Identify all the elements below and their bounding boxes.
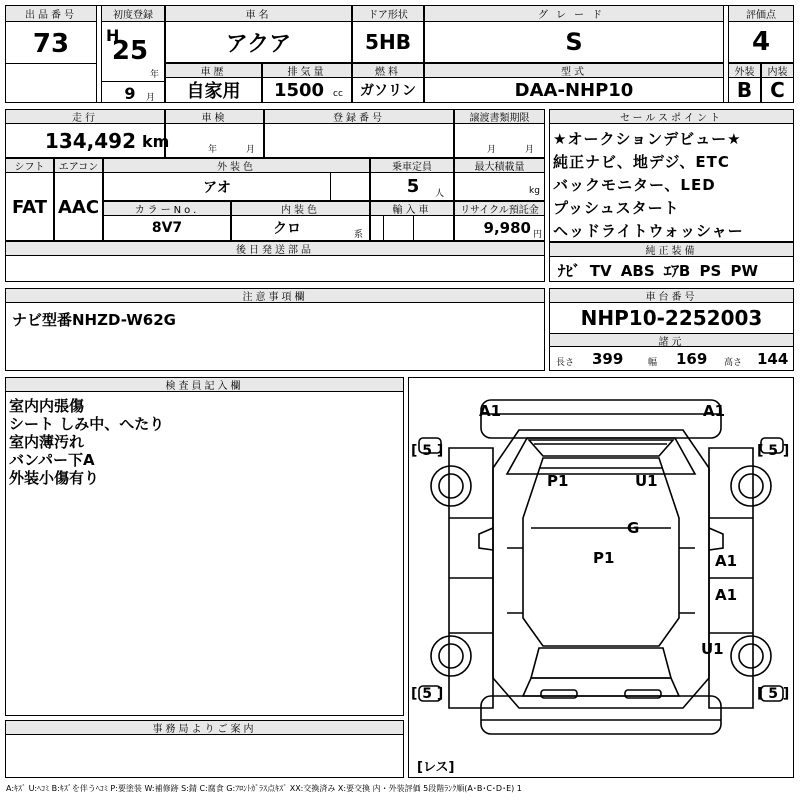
tire-tread-front-right: [ 5 ] <box>757 443 790 459</box>
sales-point-3: バックモニター、LED <box>553 176 716 194</box>
year-unit: 年 <box>150 70 160 80</box>
notes-cell <box>5 288 545 371</box>
mark-front-bumper-left: A1 <box>479 402 502 420</box>
inspector-note-4: バンパー下A <box>9 451 95 469</box>
exterior-color: アオ <box>203 179 231 196</box>
month-unit: 月 <box>146 93 156 103</box>
color-number: 8V7 <box>151 220 183 236</box>
shift-cell <box>5 158 54 241</box>
mileage-header: 走行 <box>6 110 164 124</box>
score-header: 評価点 <box>729 6 793 22</box>
registration-number-header: 登録番号 <box>265 110 453 124</box>
tire-front-right <box>731 466 771 506</box>
chassis-number-cell <box>549 288 794 371</box>
interior-score: C <box>770 78 785 102</box>
first-registration-year: 25 <box>111 36 149 66</box>
width-label: 幅 <box>648 358 658 368</box>
car-name-cell <box>165 5 352 63</box>
car-name: アクア <box>225 31 292 57</box>
mark-right-rear-fender: U1 <box>701 640 724 658</box>
chassis-number-header: 車台番号 <box>550 289 793 303</box>
body-outline <box>493 430 709 708</box>
interior-header: 内装 <box>762 64 793 78</box>
inspector-note-2: シート しみ中、へたり <box>9 415 165 433</box>
inspection-header: 車検 <box>166 110 263 124</box>
chassis-number: NHP10-2252003 <box>580 306 763 330</box>
mileage-cell <box>5 109 170 158</box>
genuine-equipment: ﾅﾋﾞ TV ABS ｴｱB PS PW <box>558 262 759 280</box>
registration-number-cell <box>264 109 454 158</box>
era-label: H <box>106 26 120 45</box>
capacity: 5 <box>406 176 420 197</box>
shift: FAT <box>11 196 48 218</box>
length-label: 長さ <box>556 358 575 368</box>
tire-front-left <box>431 466 471 506</box>
color-number-header: カラーNo. <box>104 202 230 216</box>
aircon: AAC <box>57 196 100 218</box>
mark-roof: P1 <box>593 549 615 567</box>
sales-point-5: ヘッドライトウォッシャー <box>553 222 744 240</box>
exterior-color-header: 外装色 <box>104 159 369 173</box>
fuel-header: 燃料 <box>353 64 423 78</box>
recycle-header: リサイクル預託金 <box>455 202 544 216</box>
sales-points-header: セールスポイント <box>550 110 793 124</box>
tire-tread-front-left: [ 5 ] <box>411 443 444 459</box>
recycle-fee: 9,980 <box>483 219 531 237</box>
interior-color-header: 内装色 <box>232 202 369 216</box>
mark-hood-right: U1 <box>635 472 658 490</box>
cc-unit: cc <box>333 89 343 99</box>
aircon-header: エアコン <box>55 159 102 173</box>
later-parts-header: 後日発送部品 <box>6 242 544 256</box>
specs-header: 諸元 <box>550 334 793 347</box>
max-load-header: 最大積載量 <box>455 159 544 173</box>
sales-point-2: 純正ナビ、地デジ、ETC <box>553 153 730 171</box>
km-unit: km <box>142 132 170 151</box>
aircon-cell <box>54 158 103 241</box>
length-value: 399 <box>592 350 624 368</box>
displacement: 1500 <box>273 79 325 101</box>
door-type: 5HB <box>365 30 411 54</box>
width-value: 169 <box>676 350 708 368</box>
overall-score: 4 <box>751 27 771 57</box>
people-unit: 人 <box>435 189 445 199</box>
displacement-cell <box>262 63 352 103</box>
office-notice-header: 事務局よりご案内 <box>6 721 403 735</box>
spare-tire-status: [レス] <box>417 760 455 775</box>
inspector-note-3: 室内薄汚れ <box>9 433 85 451</box>
inspector-notes-cell <box>5 377 404 716</box>
model-type-cell <box>424 63 724 103</box>
kg-unit: kg <box>529 186 540 196</box>
inspection-year-unit: 年 <box>208 145 218 155</box>
sales-points-cell <box>549 109 794 242</box>
mark-right-quarter: A1 <box>715 586 738 604</box>
notes-text: ナビ型番NHZD-W62G <box>12 311 176 329</box>
first-registration-month: 9 <box>124 83 136 103</box>
history-cell <box>165 63 262 103</box>
tire-rear-right <box>731 636 771 676</box>
yen-unit: 円 <box>533 230 543 240</box>
tire-rear-left <box>431 636 471 676</box>
capacity-cell <box>370 158 454 201</box>
lot-number-cell <box>5 5 97 103</box>
exterior-color-cell <box>103 158 370 201</box>
displacement-header: 排気量 <box>263 64 351 78</box>
lot-number: 73 <box>32 29 70 59</box>
first-registration-cell <box>101 5 165 103</box>
mark-hood-left: P1 <box>547 472 569 490</box>
tire-tread-rear-left: [ 5 ] <box>411 686 444 702</box>
door-type-cell <box>352 5 424 63</box>
mark-front-bumper-right: A1 <box>703 402 726 420</box>
grade: S <box>565 28 583 56</box>
recycle-cell <box>454 201 545 241</box>
inspection-month-unit: 月 <box>246 145 256 155</box>
notes-header: 注意事項欄 <box>6 289 544 303</box>
transfer-month-unit: 月 <box>487 145 497 155</box>
interior-color-cell <box>231 201 370 241</box>
car-diagram <box>409 378 793 777</box>
rear-bumper-outline <box>481 696 721 734</box>
fuel: ガソリン <box>360 83 416 99</box>
tire-tread-rear-right: [ 5 ] <box>757 686 790 702</box>
mark-right-rear-door: A1 <box>715 552 738 570</box>
import-header: 輸入車 <box>371 202 453 216</box>
transfer-deadline-header: 譲渡書類期限 <box>455 110 544 124</box>
first-registration-header: 初度登録 <box>102 6 164 22</box>
exterior-header: 外装 <box>729 64 760 78</box>
exterior-score: B <box>736 78 753 102</box>
transfer-deadline-cell <box>454 109 545 158</box>
kei-unit: 系 <box>354 230 364 240</box>
grade-cell <box>424 5 724 63</box>
color-number-cell <box>103 201 231 241</box>
transfer-day-unit: 月 <box>525 145 535 155</box>
inspection-cell <box>165 109 264 158</box>
mileage: 134,492 <box>44 129 136 153</box>
door-type-header: ドア形状 <box>353 6 423 22</box>
lot-number-header: 出品番号 <box>6 6 96 22</box>
sales-point-4: プッシュスタート <box>553 199 680 217</box>
inspector-note-1: 室内内張傷 <box>9 397 85 415</box>
import-cell <box>370 201 454 241</box>
sales-point-1: ★オークションデビュー★ <box>553 130 742 148</box>
interior-score-cell <box>761 63 794 103</box>
office-notice-cell <box>5 720 404 778</box>
height-label: 高さ <box>724 358 743 368</box>
interior-color: クロ <box>273 221 301 237</box>
score-cell <box>728 5 794 63</box>
car-name-header: 車名 <box>166 6 351 22</box>
model-type: DAA-NHP10 <box>514 79 634 101</box>
mark-windshield: G <box>627 519 640 537</box>
history-header: 車歴 <box>166 64 261 78</box>
height-value: 144 <box>757 350 789 368</box>
exterior-score-cell <box>728 63 761 103</box>
fuel-cell <box>352 63 424 103</box>
max-load-cell <box>454 158 545 201</box>
car-diagram-panel <box>408 377 794 778</box>
inspector-notes-header: 検査員記入欄 <box>6 378 403 392</box>
inspector-note-5: 外装小傷有り <box>9 469 100 487</box>
damage-legend: A:ｷｽﾞ U:ﾍｺﾐ B:ｷｽﾞを伴うﾍｺﾐ P:要塗装 W:補修跡 S:錆 C:腐食 G:ﾌﾛﾝﾄｶﾞﾗｽ点ｷｽﾞ XX:交換済み X:要交換 内・外装評価 5段階ﾗﾝｸ順(A･B･C･D･E) 1 <box>6 784 522 793</box>
genuine-equipment-cell <box>549 242 794 282</box>
later-parts-cell <box>5 241 545 282</box>
model-type-header: 型式 <box>425 64 723 78</box>
history: 自家用 <box>186 81 241 102</box>
shift-header: シフト <box>6 159 53 173</box>
grade-header: グレード <box>425 6 723 22</box>
genuine-equipment-header: 純正装備 <box>550 243 793 257</box>
capacity-header: 乗車定員 <box>371 159 453 173</box>
